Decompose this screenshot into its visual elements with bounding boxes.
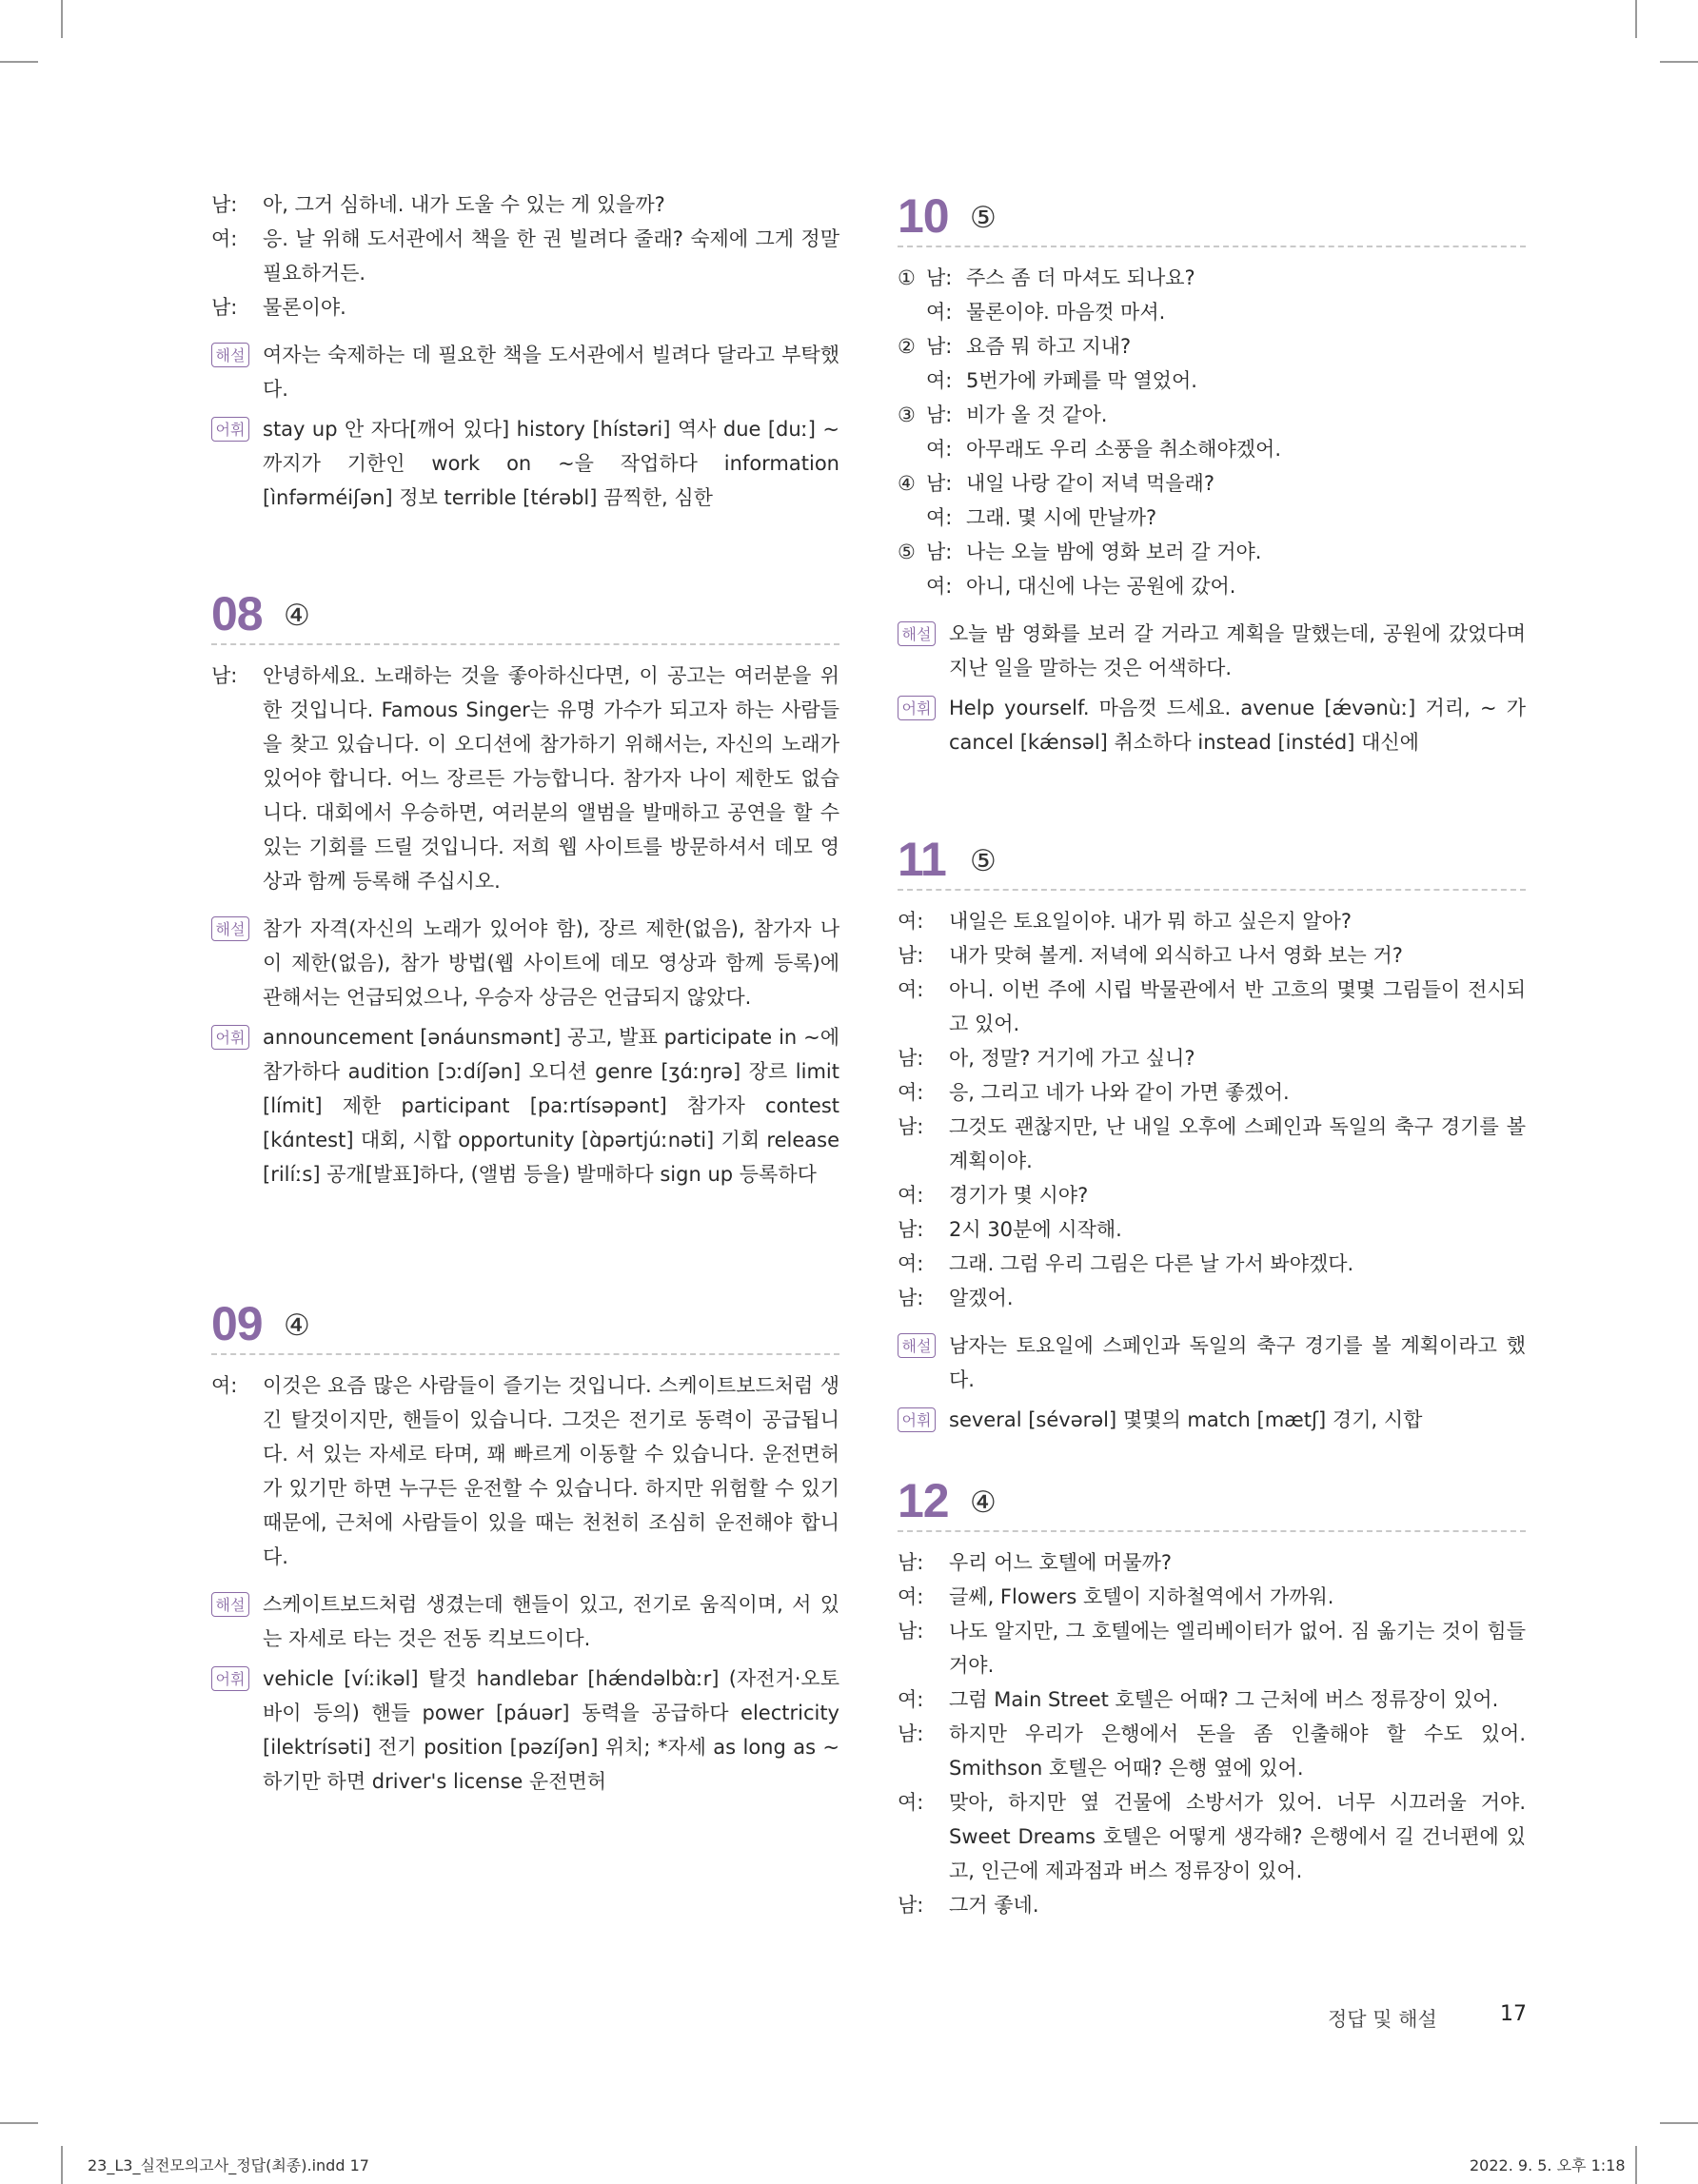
dialogue-line	[898, 938, 1526, 973]
speaker-label: 여:	[926, 575, 953, 598]
print-slug-timestamp: 2022. 9. 5. 오후 1:18	[1470, 2156, 1626, 2174]
explanation-tag: 해설	[898, 1333, 936, 1358]
dialogue-line	[898, 1247, 1526, 1281]
crop-mark	[1635, 2146, 1637, 2184]
dialogue-line	[898, 1110, 1526, 1178]
print-slug-filename: 23_L3_실전모의고사_정답(최종).indd 17	[88, 2156, 369, 2174]
dialogue-text: 나도 알지만, 그 호텔에는 엘리베이터가 없어. 짐 옮기는 것이 힘들 거야.	[949, 1620, 1526, 1677]
dialogue-text: 맞아, 하지만 옆 건물에 소방서가 있어. 너무 시끄러울 거야. Sweet Dreams 호텔은 어떻게 생각해? 은행에서 길 건너편에 있고, 인근에 제과점과 버스 정류장이 있어.	[949, 1791, 1526, 1882]
option-line	[898, 501, 1526, 535]
option-line	[898, 569, 1526, 603]
notes	[211, 912, 839, 1191]
speaker-label: 여:	[898, 978, 924, 1001]
crop-mark	[1660, 2122, 1698, 2124]
dialogue-line	[211, 222, 839, 290]
answer-mark: ⑤	[970, 201, 997, 235]
option-line	[898, 261, 1526, 295]
crop-mark	[0, 2122, 38, 2124]
notes	[898, 617, 1526, 759]
speaker-label: 여:	[898, 910, 924, 933]
speaker-label: 남:	[898, 1551, 924, 1574]
vocabulary-note	[211, 1662, 839, 1799]
speaker-label: 남:	[211, 664, 238, 687]
dialogue-line	[211, 1368, 839, 1574]
dialogue-text: 우리 어느 호텔에 머물까?	[949, 1551, 1173, 1574]
dialogue-text: 아, 정말? 거기에 가고 싶니?	[949, 1047, 1195, 1070]
question-number: 09	[211, 1297, 263, 1350]
dialogue-line	[898, 1717, 1526, 1785]
dialogue-text: 5번가에 카페를 막 열었어.	[966, 369, 1197, 392]
option-line	[898, 535, 1526, 569]
dialogue-text: 내일 나랑 같이 저녁 먹을래?	[966, 472, 1214, 495]
crop-mark	[61, 0, 63, 38]
note-text: stay up 안 자다[깨어 있다] history [hístəri] 역사 due [duː] ~까지가 기한인 work on ~을 작업하다 information [ìnfərméiʃən] 정보 terrible [térəbl] 끔찍한, 심한	[263, 418, 839, 509]
dialogue-text: 나는 오늘 밤에 영화 보러 갈 거야.	[966, 541, 1262, 563]
dialogue-line	[898, 1281, 1526, 1315]
footer-section-label: 정답 및 해설	[1328, 2008, 1437, 2031]
dialogue	[898, 1545, 1526, 1922]
vocabulary-tag: 어휘	[211, 1025, 249, 1050]
note-text: announcement [ənáunsmənt] 공고, 발표 participate in ~에 참가하다 audition [ɔːdíʃən] 오디션 genre [ʒɑ́ːŋrə] 장르 limit [límit] 제한 participant [paːrtísəpənt] 참가자 contest [kɑ́ntest] 대회, 시합 opportunity [ɑ̀pərtjúːnəti] 기회 release [rilíːs] 공개[발표]하다, (앨범 등을) 발매하다 sign up 등록하다	[263, 1026, 839, 1186]
note-text: 참가 자격(자신의 노래가 있어야 함), 장르 제한(없음), 참가자 나이 제한(없음), 참가 방법(웹 사이트에 데모 영상과 함께 등록)에 관해서는 언급되었으나, 우승자 상금은 언급되지 않았다.	[263, 917, 839, 1009]
dialogue-text: 알겠어.	[949, 1287, 1014, 1309]
dialogue	[898, 904, 1526, 1315]
speaker-label: 남:	[211, 296, 238, 319]
dialogue-text: 2시 30분에 시작해.	[949, 1218, 1122, 1241]
dialogue-line	[898, 1682, 1526, 1717]
vocabulary-note	[898, 1403, 1526, 1437]
answer-mark: ⑤	[970, 844, 997, 878]
option-number: ②	[898, 335, 916, 358]
option-number: ⑤	[898, 541, 916, 563]
dialogue-text: 비가 올 것 같아.	[966, 403, 1108, 426]
prelude-section	[211, 187, 839, 521]
dialogue-text: 아무래도 우리 소풍을 취소해야겠어.	[966, 438, 1281, 461]
question-header	[898, 1471, 1526, 1532]
speaker-label: 남:	[898, 1115, 924, 1138]
dialogue	[211, 1368, 839, 1574]
question-number: 12	[898, 1474, 949, 1527]
question-09	[211, 1294, 839, 1804]
dialogue-line	[898, 1075, 1526, 1110]
speaker-label: 여:	[211, 227, 238, 250]
vocabulary-tag: 어휘	[211, 1666, 249, 1691]
speaker-label: 남:	[926, 541, 953, 563]
speaker-label: 여:	[211, 1374, 238, 1397]
dialogue-line	[898, 1212, 1526, 1247]
question-header	[898, 830, 1526, 891]
dialogue-text: 아, 그거 심하네. 내가 도울 수 있는 게 있을까?	[263, 193, 665, 216]
dialogue-text: 아니, 대신에 나는 공원에 갔어.	[966, 575, 1236, 598]
dialogue-line	[211, 187, 839, 222]
explanation-note	[211, 1587, 839, 1656]
dialogue-line	[898, 1614, 1526, 1682]
speaker-label: 남:	[926, 335, 953, 358]
explanation-tag: 해설	[898, 621, 936, 646]
dialogue	[211, 659, 839, 898]
dialogue-text: 물론이야.	[263, 296, 346, 319]
note-text: 여자는 숙제하는 데 필요한 책을 도서관에서 빌려다 달라고 부탁했다.	[263, 344, 839, 401]
crop-mark	[61, 2146, 63, 2184]
dialogue-text: 안녕하세요. 노래하는 것을 좋아하신다면, 이 공고는 여러분을 위한 것입니다. Famous Singer는 유명 가수가 되고자 하는 사람들을 찾고 있습니다. 이 오디션에 참가하기 위해서는, 자신의 노래가 있어야 합니다. 어느 장르든 가능합니다. 참가자 나이 제한도 없습니다. 대회에서 우승하면, 여러분의 앨범을 발매하고 공연을 할 수 있는 기회를 드릴 것입니다. 저희 웹 사이트를 방문하셔서 데모 영상과 함께 등록해 주십시오.	[263, 664, 839, 893]
option-line	[898, 329, 1526, 364]
crop-mark	[1660, 61, 1698, 63]
notes	[211, 1587, 839, 1799]
speaker-label: 여:	[926, 438, 953, 461]
vocabulary-tag: 어휘	[898, 1407, 936, 1432]
note-text: 남자는 토요일에 스페인과 독일의 축구 경기를 볼 계획이라고 했다.	[949, 1334, 1526, 1391]
dialogue-text: 아니. 이번 주에 시립 박물관에서 반 고흐의 몇몇 그림들이 전시되고 있어.	[949, 978, 1526, 1035]
option-number: ③	[898, 403, 916, 426]
dialogue-text: 경기가 몇 시야?	[949, 1184, 1089, 1207]
dialogue-line	[898, 1785, 1526, 1888]
speaker-label: 여:	[898, 1252, 924, 1275]
option-line	[898, 364, 1526, 398]
vocabulary-note	[211, 1020, 839, 1191]
speaker-label: 남:	[898, 1620, 924, 1643]
question-header	[211, 1294, 839, 1355]
option-number: ④	[898, 472, 916, 495]
answer-mark: ④	[284, 599, 310, 633]
question-10	[898, 187, 1526, 765]
page-number: 17	[1500, 2002, 1527, 2026]
vocabulary-note	[898, 691, 1526, 759]
dialogue-text: 그것도 괜찮지만, 난 내일 오후에 스페인과 독일의 축구 경기를 볼 계획이야.	[949, 1115, 1526, 1172]
option-line	[898, 432, 1526, 466]
question-header	[898, 187, 1526, 247]
speaker-label: 남:	[926, 472, 953, 495]
question-11	[898, 830, 1526, 1443]
prelude-notes	[211, 338, 839, 515]
speaker-label: 여:	[898, 1791, 924, 1814]
dialogue-line	[898, 904, 1526, 938]
dialogue-text: 하지만 우리가 은행에서 돈을 좀 인출해야 할 수도 있어. Smithson 호텔은 어때? 은행 옆에 있어.	[949, 1722, 1526, 1780]
vocabulary-note	[211, 412, 839, 515]
speaker-label: 남:	[898, 1894, 924, 1917]
crop-mark	[0, 61, 38, 63]
speaker-label: 남:	[898, 944, 924, 967]
dialogue-text: 응. 날 위해 도서관에서 책을 한 권 빌려다 줄래? 숙제에 그게 정말 필요하거든.	[263, 227, 839, 285]
note-text: vehicle [víːikəl] 탈것 handlebar [hǽndəlbɑ̀ːr] (자전거·오토바이 등의) 핸들 power [páuər] 동력을 공급하다 electricity [ilektrísəti] 전기 position [pəzíʃən] 위치; *자세 as long as ~하기만 하면 driver's license 운전면허	[263, 1667, 839, 1793]
dialogue-text: 물론이야. 마음껏 마셔.	[966, 301, 1166, 324]
dialogue-line	[898, 1545, 1526, 1580]
dialogue-line	[211, 290, 839, 325]
vocabulary-tag: 어휘	[898, 696, 936, 720]
speaker-label: 남:	[898, 1287, 924, 1309]
speaker-label: 여:	[898, 1184, 924, 1207]
option-line	[898, 295, 1526, 329]
dialogue-text: 글쎄, Flowers 호텔이 지하철역에서 가까워.	[949, 1585, 1334, 1608]
speaker-label: 여:	[898, 1081, 924, 1104]
dialogue-text: 요즘 뭐 하고 지내?	[966, 335, 1132, 358]
dialogue-line	[898, 1888, 1526, 1922]
explanation-note	[211, 912, 839, 1014]
speaker-label: 남:	[898, 1722, 924, 1745]
speaker-label: 여:	[926, 301, 953, 324]
explanation-tag: 해설	[211, 1592, 249, 1617]
options-dialogue	[898, 261, 1526, 603]
dialogue-text: 그래. 그럼 우리 그림은 다른 날 가서 봐야겠다.	[949, 1252, 1354, 1275]
dialogue-line	[898, 1580, 1526, 1614]
option-line	[898, 398, 1526, 432]
explanation-note	[898, 1328, 1526, 1397]
note-text: Help yourself. 마음껏 드세요. avenue [ǽvənùː] 거리, ~ 가 cancel [kǽnsəl] 취소하다 instead [instéd] 대신에	[949, 697, 1526, 754]
speaker-label: 여:	[926, 369, 953, 392]
vocabulary-tag: 어휘	[211, 417, 249, 442]
dialogue-text: 내가 맞혀 볼게. 저녁에 외식하고 나서 영화 보는 거?	[949, 944, 1403, 967]
speaker-label: 남:	[926, 403, 953, 426]
explanation-note	[211, 338, 839, 406]
prelude-dialogue	[211, 187, 839, 325]
crop-mark	[1635, 0, 1637, 38]
dialogue-text: 내일은 토요일이야. 내가 뭐 하고 싶은지 알아?	[949, 910, 1352, 933]
note-text: 오늘 밤 영화를 보러 갈 거라고 계획을 말했는데, 공원에 갔었다며 지난 일을 말하는 것은 어색하다.	[949, 622, 1526, 679]
question-header	[211, 584, 839, 645]
dialogue-line	[211, 659, 839, 898]
question-number: 10	[898, 189, 949, 243]
answer-mark: ④	[284, 1308, 310, 1343]
explanation-tag: 해설	[211, 343, 249, 367]
dialogue-text: 그럼 Main Street 호텔은 어때? 그 근처에 버스 정류장이 있어.	[949, 1688, 1499, 1711]
question-number: 08	[211, 587, 263, 640]
dialogue-text: 응, 그리고 네가 나와 같이 가면 좋겠어.	[949, 1081, 1290, 1104]
explanation-note	[898, 617, 1526, 685]
dialogue-line	[898, 973, 1526, 1041]
speaker-label: 남:	[926, 266, 953, 289]
speaker-label: 남:	[898, 1047, 924, 1070]
speaker-label: 여:	[898, 1688, 924, 1711]
dialogue-line	[898, 1178, 1526, 1212]
speaker-label: 여:	[926, 506, 953, 529]
speaker-label: 남:	[211, 193, 238, 216]
dialogue-text: 이것은 요즘 많은 사람들이 즐기는 것입니다. 스케이트보드처럼 생긴 탈것이지만, 핸들이 있습니다. 그것은 전기로 동력이 공급됩니다. 서 있는 자세로 타며, 꽤 빠르게 이동할 수 있습니다. 운전면허가 있기만 하면 누구든 운전할 수 있습니다. 하지만 위험할 수 있기 때문에, 근처에 사람들이 있을 때는 천천히 조심히 운전해야 합니다.	[263, 1374, 839, 1568]
explanation-tag: 해설	[211, 916, 249, 941]
dialogue-line	[898, 1041, 1526, 1075]
question-number: 11	[898, 833, 946, 886]
note-text: 스케이트보드처럼 생겼는데 핸들이 있고, 전기로 움직이며, 서 있는 자세로 타는 것은 전동 킥보드이다.	[263, 1593, 839, 1650]
dialogue-text: 그거 좋네.	[949, 1894, 1039, 1917]
option-line	[898, 466, 1526, 501]
note-text: several [sévərəl] 몇몇의 match [mætʃ] 경기, 시합	[949, 1408, 1423, 1431]
dialogue-text: 주스 좀 더 마셔도 되나요?	[966, 266, 1195, 289]
speaker-label: 남:	[898, 1218, 924, 1241]
notes	[898, 1328, 1526, 1437]
question-12	[898, 1471, 1526, 1922]
answer-mark: ④	[970, 1486, 997, 1520]
dialogue-text: 그래. 몇 시에 만날까?	[966, 506, 1157, 529]
speaker-label: 여:	[898, 1585, 924, 1608]
question-08	[211, 584, 839, 1197]
option-number: ①	[898, 266, 916, 289]
